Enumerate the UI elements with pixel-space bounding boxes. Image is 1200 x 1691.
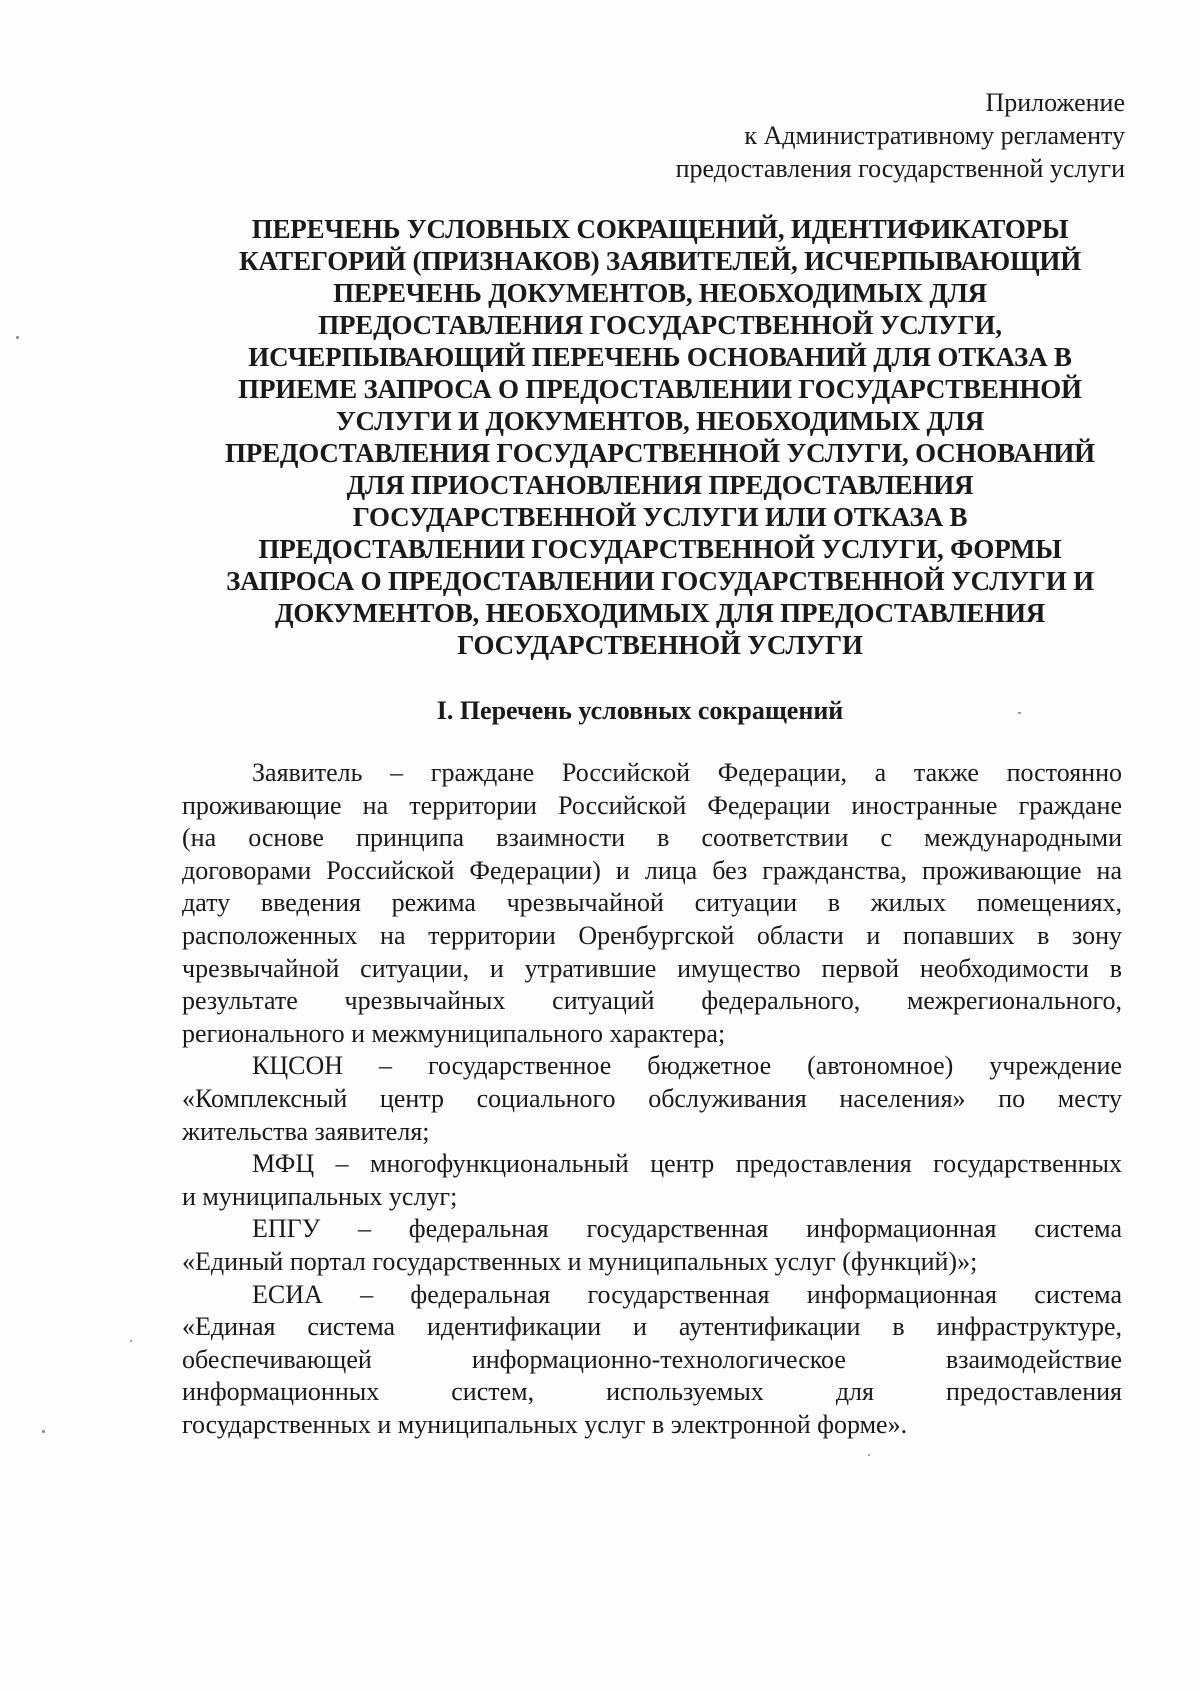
- text-line: проживающие на территории Российской Федерации иностранные граждане: [182, 790, 1122, 820]
- text-line: «Единый портал государственных и муниципальных услуг (функций)»;: [182, 1246, 978, 1276]
- text-line: договорами Российской Федерации) и лица без гражданства, проживающие на: [182, 855, 1122, 885]
- title-line: ПРЕДОСТАВЛЕНИЯ ГОСУДАРСТВЕННОЙ УСЛУГИ,: [318, 310, 1002, 340]
- title-line: ГОСУДАРСТВЕННОЙ УСЛУГИ: [457, 630, 863, 660]
- definition-applicant: [182, 757, 1122, 1050]
- text-line: государственных и муниципальных услуг в электронной форме».: [182, 1409, 908, 1439]
- text-line: результате чрезвычайных ситуаций федерального, межрегионального,: [182, 986, 1122, 1016]
- title-line: ГОСУДАРСТВЕННОЙ УСЛУГИ ИЛИ ОТКАЗА В: [352, 502, 968, 532]
- title-line: ПРЕДОСТАВЛЕНИЯ ГОСУДАРСТВЕННОЙ УСЛУГИ, ОСНОВАНИЙ: [225, 438, 1095, 468]
- scan-speck: [130, 1340, 132, 1342]
- definition-esia: [182, 1279, 1122, 1442]
- definition-mfc: [182, 1148, 1122, 1213]
- section-body: [182, 757, 1122, 1441]
- title-line: ПРИЕМЕ ЗАПРОСА О ПРЕДОСТАВЛЕНИИ ГОСУДАРСТВЕННОЙ: [238, 374, 1082, 404]
- text-line: КЦСОН – государственное бюджетное (автономное) учреждение: [252, 1051, 1122, 1081]
- text-line: регионального и межмуниципального характера;: [182, 1018, 726, 1048]
- title-line: УСЛУГИ И ДОКУМЕНТОВ, НЕОБХОДИМЫХ ДЛЯ: [335, 406, 985, 436]
- section-heading: I. Перечень условных сокращений: [436, 696, 844, 725]
- attachment-line-1: Приложение: [985, 88, 1125, 117]
- title-line: КАТЕГОРИЙ (ПРИЗНАКОВ) ЗАЯВИТЕЛЕЙ, ИСЧЕРПЫВАЮЩИЙ: [238, 246, 1082, 276]
- scan-speck: [16, 336, 19, 339]
- scan-speck: [42, 1430, 45, 1433]
- scan-speck: [1018, 712, 1021, 714]
- definition-kcson: [182, 1050, 1122, 1148]
- text-line: расположенных на территории Оренбургской области и попавших в зону: [182, 920, 1122, 950]
- definition-epgu: [182, 1213, 1122, 1278]
- title-line: ИСЧЕРПЫВАЮЩИЙ ПЕРЕЧЕНЬ ОСНОВАНИЙ ДЛЯ ОТКАЗА В: [248, 342, 1072, 372]
- text-line: чрезвычайной ситуации, и утратившие имущество первой необходимости в: [182, 953, 1122, 983]
- text-line: «Единая система идентификации и аутентификации в инфраструктуре,: [182, 1312, 1122, 1342]
- text-line: и муниципальных услуг;: [182, 1181, 458, 1211]
- attachment-line-3: предоставления государственной услуги: [675, 154, 1125, 183]
- text-line: (на основе принципа взаимности в соответствии с международными: [182, 823, 1122, 853]
- text-line: ЕПГУ – федеральная государственная информационная система: [252, 1214, 1122, 1244]
- text-line: МФЦ – многофункциональный центр предоставления государственных: [252, 1149, 1122, 1179]
- text-line: ЕСИА – федеральная государственная информационная система: [252, 1279, 1122, 1309]
- title-line: ПЕРЕЧЕНЬ ДОКУМЕНТОВ, НЕОБХОДИМЫХ ДЛЯ: [333, 278, 987, 308]
- title-line: ДЛЯ ПРИОСТАНОВЛЕНИЯ ПРЕДОСТАВЛЕНИЯ: [346, 470, 974, 500]
- attachment-line-2: к Административному регламенту: [744, 121, 1125, 150]
- title-line: ДОКУМЕНТОВ, НЕОБХОДИМЫХ ДЛЯ ПРЕДОСТАВЛЕНИЯ: [274, 598, 1046, 628]
- text-line: Заявитель – граждане Российской Федерации, а также постоянно: [252, 758, 1122, 787]
- title-line: ПЕРЕЧЕНЬ УСЛОВНЫХ СОКРАЩЕНИЙ, ИДЕНТИФИКАТОРЫ: [251, 214, 1069, 244]
- title-line: ПРЕДОСТАВЛЕНИИ ГОСУДАРСТВЕННОЙ УСЛУГИ, ФОРМЫ: [258, 534, 1062, 564]
- scan-speck: [868, 1454, 870, 1456]
- text-line: «Комплексный центр социального обслуживания населения» по месту: [182, 1083, 1122, 1113]
- attachment-note: [676, 86, 1125, 185]
- text-line: жительства заявителя;: [182, 1116, 430, 1146]
- document-title: [180, 213, 1140, 661]
- text-line: обеспечивающей информационно-технологическое взаимодействие: [182, 1344, 1122, 1374]
- title-line: ЗАПРОСА О ПРЕДОСТАВЛЕНИИ ГОСУДАРСТВЕННОЙ УСЛУГИ И: [226, 566, 1094, 596]
- text-line: информационных систем, используемых для предоставления: [182, 1377, 1122, 1407]
- text-line: дату введения режима чрезвычайной ситуации в жилых помещениях,: [182, 888, 1122, 918]
